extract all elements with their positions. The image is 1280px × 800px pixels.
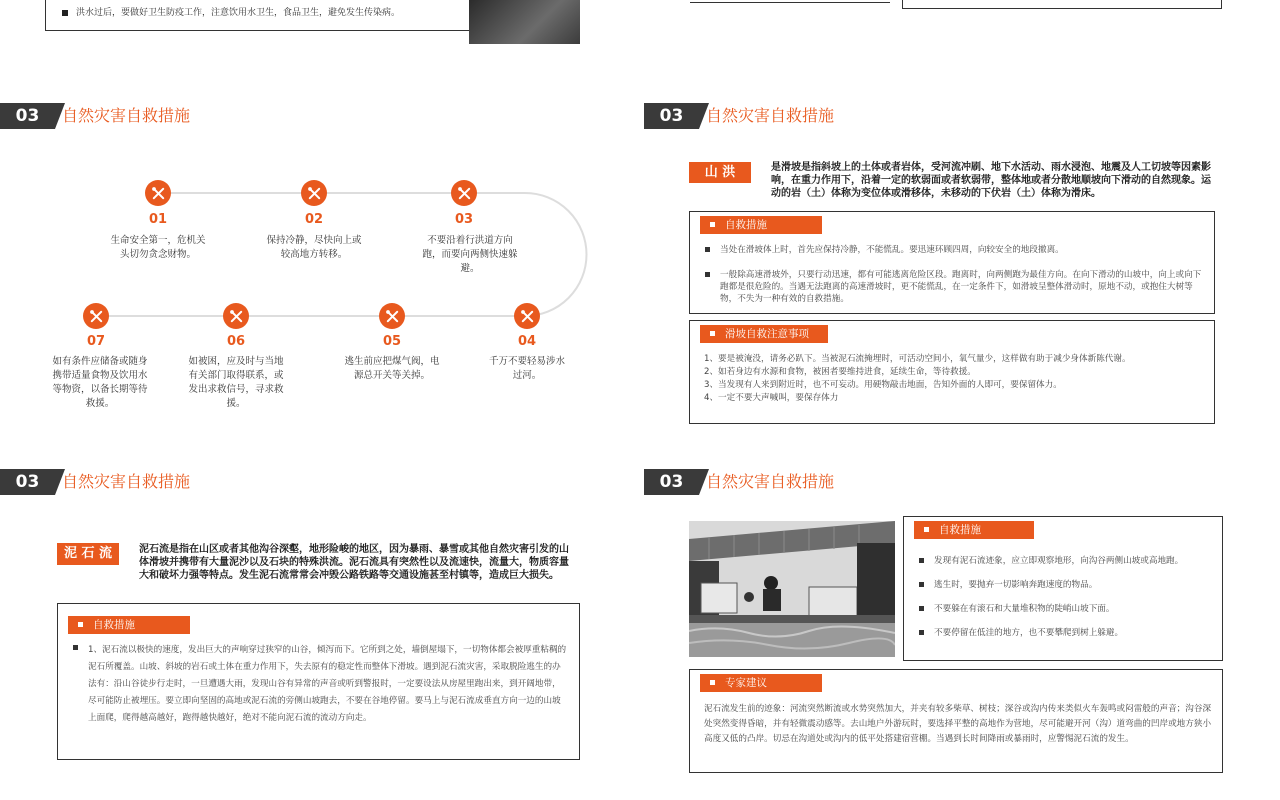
panel-header: 自救措施: [700, 216, 822, 234]
mudflow-tag: 泥 石 流: [57, 543, 119, 565]
tools-icon: [385, 309, 400, 324]
landslide-panel-notes: [689, 320, 1215, 424]
top-right-fragment-box: [902, 0, 1222, 9]
section-number: 03: [644, 469, 699, 495]
step-text-06: 如被困，应及时与当地有关部门取得联系，或发出求救信号，寻求救援。: [188, 356, 284, 409]
mudflow2-panel-expert: [689, 669, 1223, 773]
section-number: 03: [0, 469, 55, 495]
panel-item: 不要躲在有滚石和大量堆积物的陡峭山坡下面。: [918, 603, 1218, 615]
landslide-tag: 山 洪: [689, 162, 751, 183]
top-right-fragment-line: [690, 0, 890, 3]
step-number-01: 01: [148, 212, 168, 227]
tools-icon: [151, 186, 166, 201]
step-text-03: 不要沿着行洪道方向跑，而要向两侧快速躲避。: [422, 235, 518, 274]
mudflow-description: 泥石流是指在山区或者其他沟谷深壑，地形险峻的地区，因为暴雨、暴雪或其他自然灾害引发的山体滑坡并携带有大量泥沙以及石块的特殊洪流。泥石流具有突然性以及流速快，流量大，物质容量大和破坏力强等特点。发生泥石流常常会冲毁公路铁路等交通设施甚至村镇等，造成巨大损失。: [139, 544, 569, 581]
section-header-3: [0, 469, 260, 495]
step-icon-03: [451, 180, 477, 206]
panel-item: 2、如若身边有水源和食物，被困者要维持进食，延续生命，等待救援。: [704, 367, 976, 377]
step-icon-06: [223, 303, 249, 329]
step-icon-02: [301, 180, 327, 206]
panel-item: 3、当发现有人来到附近时，也不可妄动。用硬物敲击地面，告知外面的人即可，要保留体力。: [704, 380, 1062, 390]
section-title: 自然灾害自救措施: [62, 106, 191, 125]
panel-header: 自救措施: [914, 521, 1034, 539]
landslide-description: 是滑坡是指斜坡上的土体或者岩体，受河流冲刷、地下水活动、雨水浸泡、地震及人工切坡等因素影响，在重力作用下，沿着一定的软弱面或者软弱带，整体地或者分散地顺坡向下滑动的自然现象。运动的岩（土）体称为变位体或滑移体，未移动的下伏岩（土）体称为滑床。: [771, 162, 1211, 199]
tools-icon: [89, 309, 104, 324]
panel-header: 滑坡自救注意事项: [700, 325, 828, 343]
step-text-01: 生命安全第一，危机关头切勿贪念财物。: [110, 235, 206, 260]
panel-item: 一般除高速滑坡外，只要行动迅速，都有可能逃离危险区段。跑离时，向两侧跑为最佳方向。在向下滑动的山坡中，向上或向下跑都是很危险的。当遇无法跑离的高速滑坡时，更不能慌乱，在一定条件下，如滑坡呈整体滑动时，原地不动，或抱住大树等物，不失为一种有效的自救措施。: [704, 269, 1209, 305]
step-icon-04: [514, 303, 540, 329]
section-header-4: [644, 469, 904, 495]
tools-icon: [457, 186, 472, 201]
flood-photo: [689, 521, 895, 657]
step-icon-01: [145, 180, 171, 206]
panel-item: 1、要是被淹没，请务必趴下。当被泥石流掩埋时，可活动空间小，氧气量少，这样做有助于减少身体新陈代谢。: [704, 354, 1131, 364]
section-header-2: [644, 103, 904, 129]
step-number-05: 05: [382, 334, 402, 349]
section-number: 03: [0, 103, 55, 129]
step-number-03: 03: [454, 212, 474, 227]
step-number-06: 06: [226, 334, 246, 349]
mudflow2-panel-selfrescue: [903, 516, 1223, 661]
section-number: 03: [644, 103, 699, 129]
panel-paragraph: 泥石流发生前的迹象：河流突然断流或水势突然加大，并夹有较多柴草、树枝；深谷或沟内传来类似火车轰鸣或闷雷般的声音；沟谷深处突然变得昏暗，并有轻微震动感等。去山地户外游玩时，要选择平整的高地作为营地，尽可能避开河（沟）道弯曲的凹岸或地方狭小高度又低的凸岸。切忌在沟道处或沟内的低平处搭建宿营棚。当遇到长时间降雨或暴雨时，应警惕泥石流的发生。: [704, 704, 1212, 744]
landslide-panel-selfrescue: [689, 211, 1215, 314]
panel-header: 自救措施: [68, 616, 190, 634]
panel-item: 当处在滑坡体上时，首先应保持冷静，不能慌乱。要迅速环顾四周，向较安全的地段撤离。: [704, 244, 1204, 256]
section-title: 自然灾害自救措施: [62, 472, 191, 491]
tools-icon: [307, 186, 322, 201]
step-number-04: 04: [517, 334, 537, 349]
mudflow-panel-selfrescue: [57, 603, 580, 760]
step-icon-07: [83, 303, 109, 329]
step-text-05: 逃生前应把煤气阀，电源总开关等关掉。: [344, 356, 440, 381]
panel-paragraph: 1、泥石流以极快的速度，发出巨大的声响穿过狭窄的山谷，倾泻而下。它所到之处，墙倒屋塌下，一切物体都会被厚重粘稠的泥石所覆盖。山坡、斜坡的岩石或土体在重力作用下，失去原有的稳定性而整体下滑坡。遇到泥石流灾害，采取脱险逃生的办法有：沿山谷徒步行走时，一旦遭遇大雨，发现山谷有异常的声音或听到警报时，一定要设法从房屋里跑出来，到开阔地带，尽可能防止被埋压。要立即向坚固的高地或泥石流的旁侧山坡跑去，不要在谷地停留。要马上与泥石流成垂直方向一边的山坡上面爬，爬得越高越好，跑得越快越好，绝对不能向泥石流的流动方向走。: [72, 642, 567, 727]
section-title: 自然灾害自救措施: [706, 106, 835, 125]
panel-item: 不要停留在低洼的地方，也不要攀爬到树上躲避。: [918, 627, 1218, 639]
step-number-02: 02: [304, 212, 324, 227]
tools-icon: [229, 309, 244, 324]
step-icon-05: [379, 303, 405, 329]
step-text-07: 如有条件应储备或随身携带适量食物及饮用水等物资，以备长期等待救援。: [52, 356, 148, 409]
panel-item: 4、一定不要大声喊叫，要保存体力: [704, 393, 839, 403]
section-title: 自然灾害自救措施: [706, 472, 835, 491]
step-text-02: 保持冷静，尽快向上或较高地方转移。: [266, 235, 362, 260]
panel-header: 专家建议: [700, 674, 822, 692]
step-number-07: 07: [86, 334, 106, 349]
panel-item: 逃生时，要抛弃一切影响奔跑速度的物品。: [918, 579, 1218, 591]
tools-icon: [520, 309, 535, 324]
top-left-bullet: 洪水过后，要做好卫生防疫工作，注意饮用水卫生，食品卫生，避免发生传染病。: [62, 5, 400, 18]
step-text-04: 千万不要轻易涉水过河。: [488, 356, 565, 381]
panel-item: 发现有泥石流迹象，应立即观察地形，向沟谷两侧山坡或高地跑。: [918, 555, 1218, 567]
